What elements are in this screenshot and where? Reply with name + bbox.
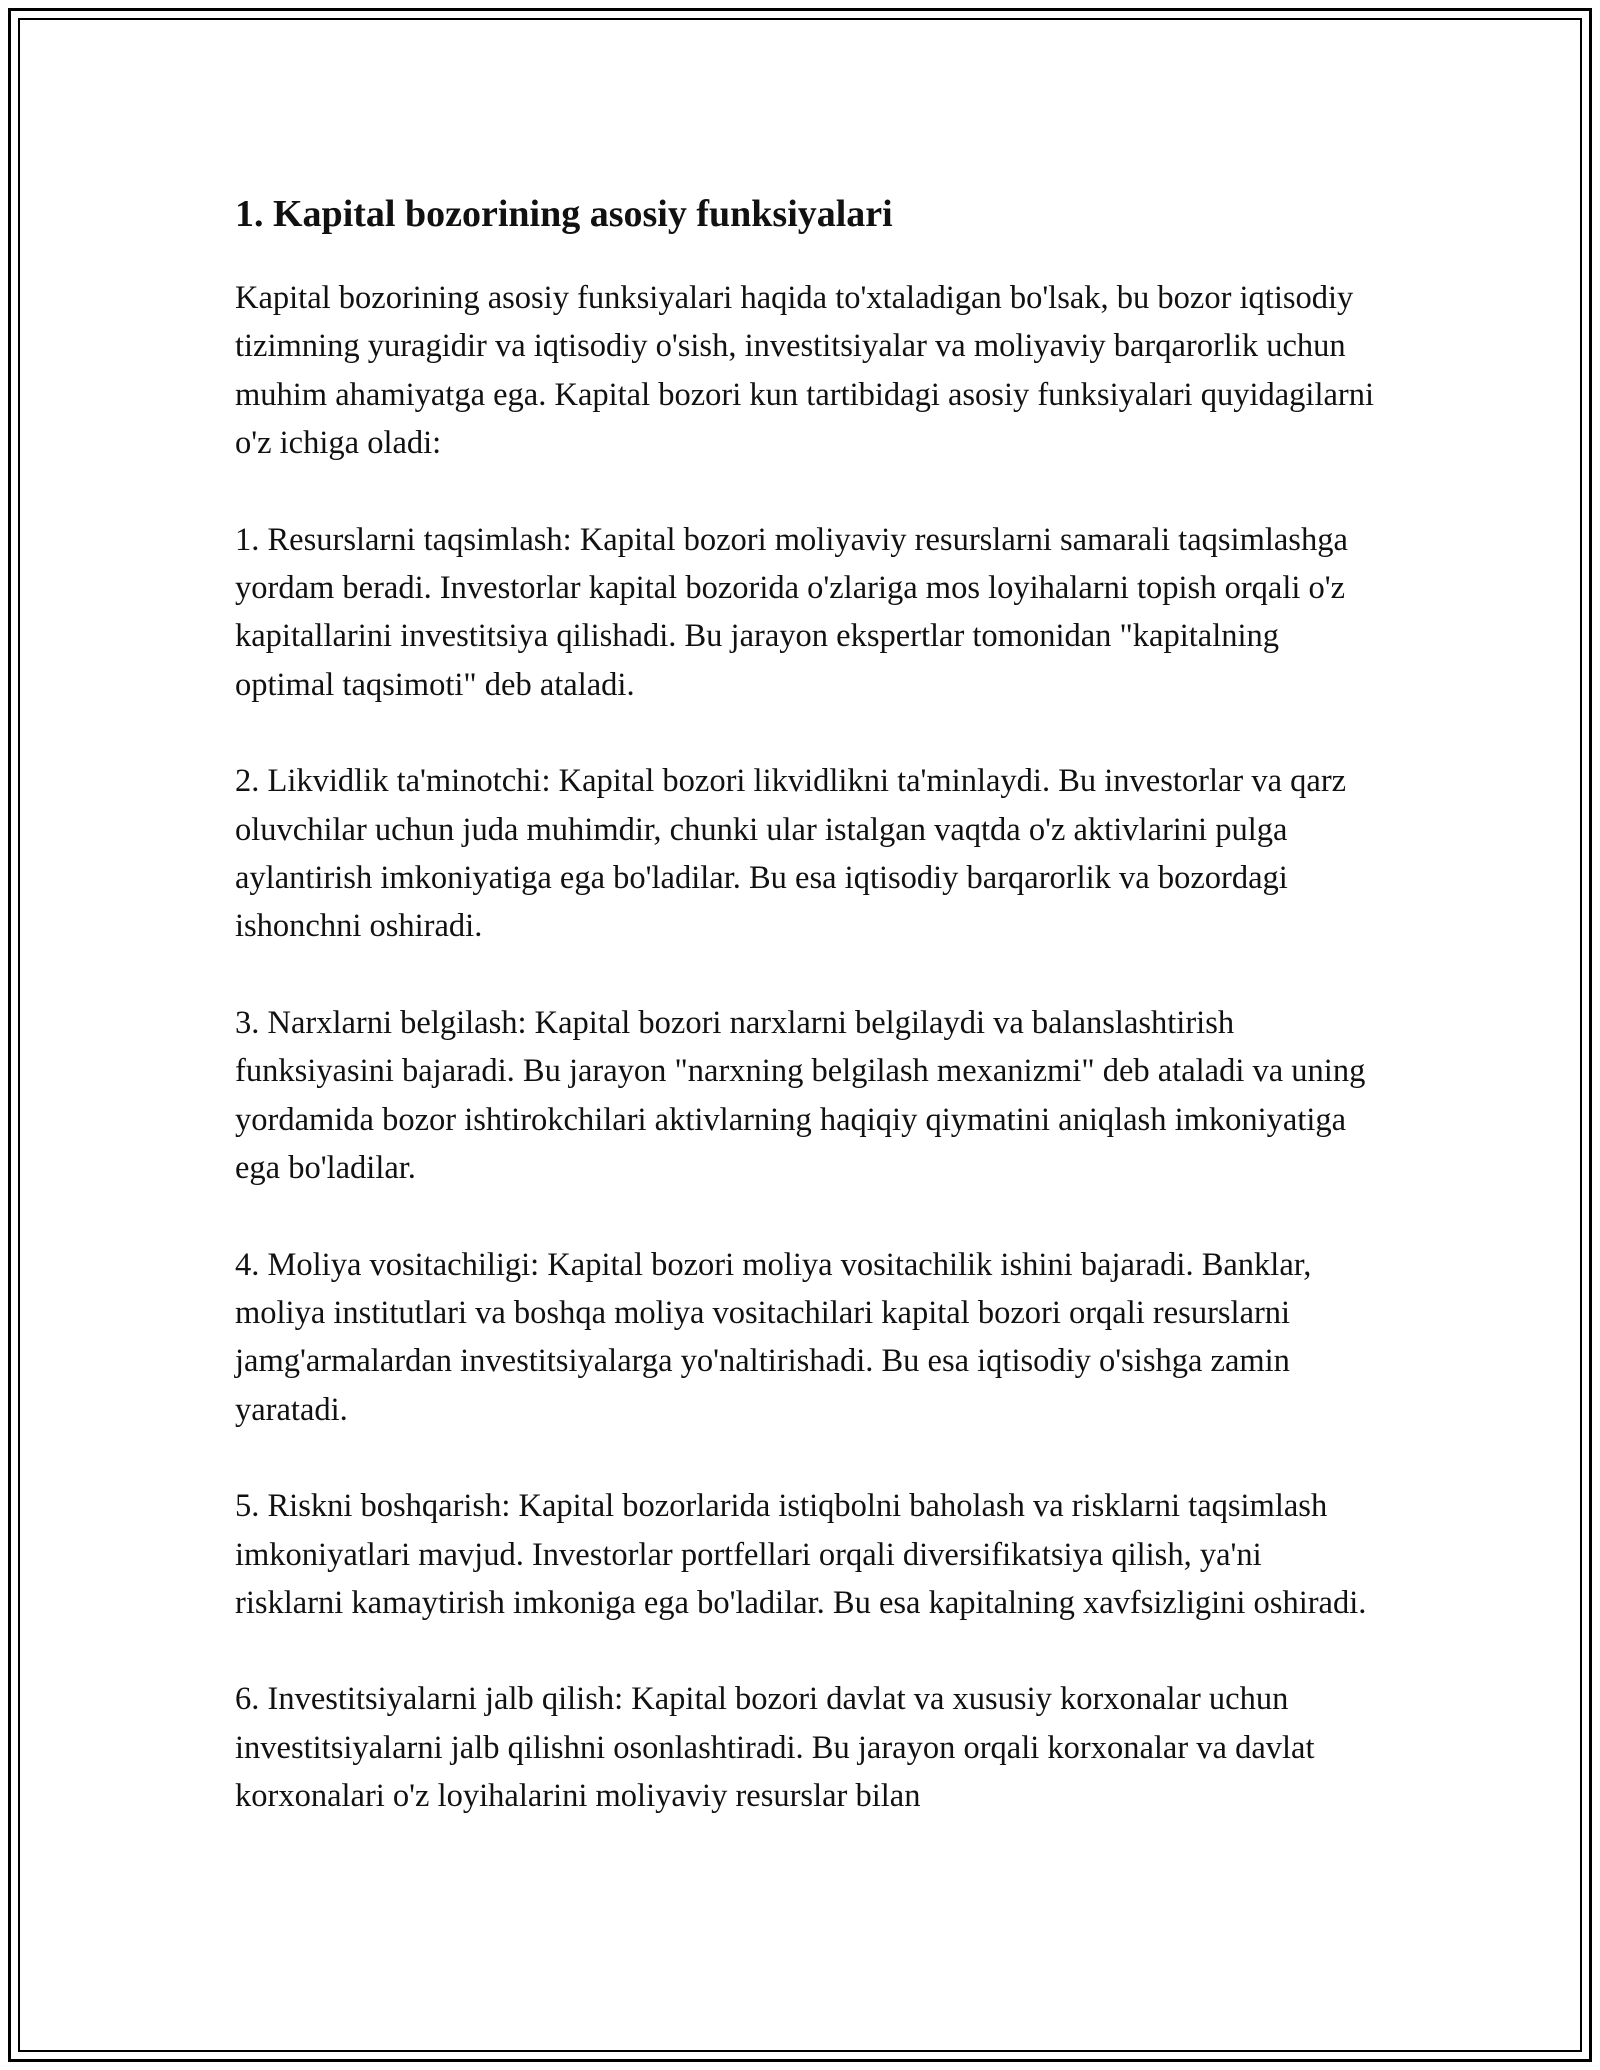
paragraph-financial-intermediation: 4. Moliya vositachiligi: Kapital bozori moliya vositachilik ishini bajaradi. Banklar, moliya institutlari va boshqa moliya vositachilari kapital bozori orqali resurslarni jamg'armalardan investitsiyalarga yo'naltirishadi. Bu esa iqtisodiy o'sishga zamin yaratadi. (235, 1246, 1312, 1428)
paragraph-price-setting: 3. Narxlarni belgilash: Kapital bozori narxlarni belgilaydi va balanslashtirish funksiyasini bajaradi. Bu jarayon "narxning belgilash mexanizmi" deb ataladi va uning yordamida bozor ishtirokchilari aktivlarning haqiqiy qiymatini aniqlash imkoniyatiga ega bo'ladilar. (235, 1004, 1366, 1187)
paragraph-resource-allocation: 1. Resurslarni taqsimlash: Kapital bozori moliyaviy resurslarni samarali taqsimlashga yordam beradi. Investorlar kapital bozorida o'zlariga mos loyihalarni topish orqali o'z kapitallarini investitsiya qilishadi. Bu jarayon ekspertlar tomonidan "kapitalning optimal taqsimoti" deb ataladi. (235, 521, 1348, 703)
paragraph-attracting-investment: 6. Investitsiyalarni jalb qilish: Kapital bozori davlat va xususiy korxonalar uchun investitsiyalarni jalb qilishni osonlashtiradi. Bu jarayon orqali korxonalar va davlat korxonalari o'z loyihalarini moliyaviy resurslar bilan (235, 1681, 1315, 1815)
paragraph-liquidity: 2. Likvidlik ta'minotchi: Kapital bozori likvidlikni ta'minlaydi. Bu investorlar va qarz oluvchilar uchun juda muhimdir, chunki ular istalgan vaqtda o'z aktivlarini pulga aylantirish imkoniyatiga ega bo'ladilar. Bu esa iqtisodiy barqarorlik va bozordagi ishonchni oshiradi. (235, 763, 1347, 945)
intro-paragraph: Kapital bozorining asosiy funksiyalari haqida to'xtaladigan bo'lsak, bu bozor iqtisodiy tizimning yuragidir va iqtisodiy o'sish, investitsiyalar va moliyaviy barqarorlik uchun muhim ahamiyatga ega. Kapital bozori kun tartibidagi asosiy funksiyalari quyidagilarni o'z ichiga oladi: (235, 280, 1375, 462)
paragraph-risk-management: 5. Riskni boshqarish: Kapital bozorlarida istiqbolni baholash va risklarni taqsimlash imkoniyatlari mavjud. Investorlar portfellari orqali diversifikatsiya qilish, ya'ni risklarni kamaytirish imkoniga ega bo'ladilar. Bu esa kapitalning xavfsizligini oshiradi. (235, 1488, 1367, 1621)
document-body (235, 188, 1375, 1821)
document-title: 1. Kapital bozorining asosiy funksiyalari (235, 193, 893, 235)
